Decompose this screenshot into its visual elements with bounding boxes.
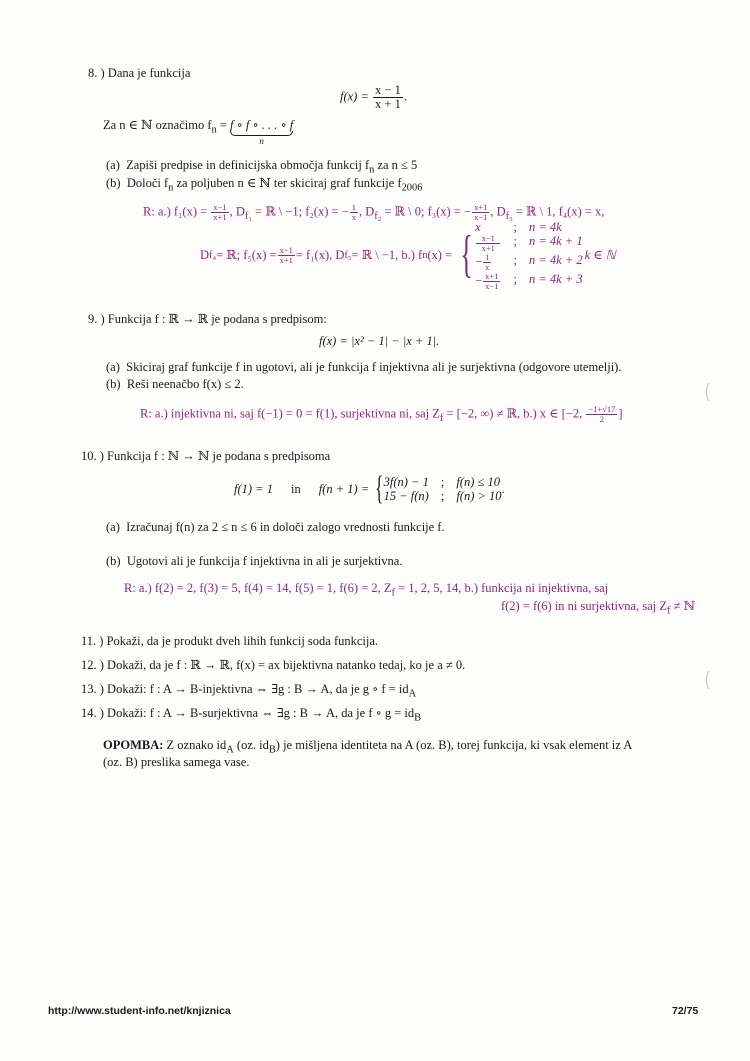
answer-text: = ℝ \ −1; f₂(x) = − <box>251 204 349 219</box>
denominator: x+1 <box>481 243 495 254</box>
problem-12 <box>81 657 465 673</box>
case-expr: x <box>475 220 481 234</box>
function-definition <box>340 84 407 111</box>
case-cond: f(n) > 10 <box>456 489 502 503</box>
answer-10-line2 <box>501 598 695 617</box>
case-expr <box>476 234 500 253</box>
sign: − <box>475 254 483 269</box>
piecewise-fn <box>371 472 504 506</box>
answer-text: (x) = <box>427 247 453 262</box>
numerator: x−1 <box>476 234 500 244</box>
note-text: ) je mišljena identiteta na A (oz. B), torej funkcija, ki vsak element iz A <box>275 738 633 752</box>
initial-value: f(1) = 1 <box>234 481 273 496</box>
scan-mark <box>706 380 721 404</box>
answer-text: = ℝ \ 1, f₄(x) = x, <box>512 204 605 219</box>
answer-8-line2 <box>200 220 616 291</box>
subscript: n <box>168 182 174 194</box>
task-text: Določi f <box>126 176 169 190</box>
case-cond: n = 4k + 2 <box>528 253 583 268</box>
answer-text: , D <box>358 204 375 219</box>
problem-number: 12. ) <box>81 658 104 672</box>
left-brace: { <box>375 470 384 507</box>
left-brace: { <box>460 226 473 284</box>
task-9a <box>106 360 621 375</box>
problem-intro: Funkcija f : ℕ → ℕ je podana s predpisoma <box>107 449 331 463</box>
case-sep: ; <box>513 253 517 268</box>
problem-text: Pokaži, da je produkt dveh lihih funkcij soda funkcija. <box>106 634 379 648</box>
problem-number: 8. ) <box>88 66 105 80</box>
subscript: f₅ <box>344 249 352 261</box>
subscript: A <box>226 744 234 756</box>
case-sep: ; <box>513 234 517 249</box>
denominator: x + 1 <box>375 97 401 112</box>
subscript: A <box>408 688 417 700</box>
subscript: B <box>268 744 276 756</box>
subscript: n <box>369 164 375 176</box>
case-expr <box>475 253 501 272</box>
problem-text: Dokaži: f : A → B-injektivna ⇔ ∃g : B → A, da je g ∘ f = id <box>107 682 409 696</box>
answer-text: , D <box>229 204 245 219</box>
numerator: x−1 <box>279 245 293 256</box>
fraction <box>586 405 617 424</box>
case-cond: n = 4k + 1 <box>528 234 583 249</box>
subscript: f₃ <box>505 210 513 222</box>
denominator: x−1 <box>474 211 488 222</box>
problem-8-header <box>88 66 190 81</box>
composition: f ∘ f ∘ . . . ∘ f <box>230 118 294 132</box>
problem-13 <box>81 681 416 700</box>
answer-text: D <box>200 247 210 262</box>
problem-intro: Dana je funkcija <box>107 66 191 80</box>
subscript: f₂ <box>374 210 382 222</box>
problem-intro: Funkcija f : ℝ → ℝ je podana s predpisom: <box>107 312 327 326</box>
recurrence-lhs: f(n + 1) = <box>318 481 370 496</box>
denominator: x+1 <box>279 254 293 265</box>
answer-text: = 1, 2, 5, 14, b.) funkcija ni injektivna, saj <box>394 581 609 595</box>
subscript: f <box>391 587 395 599</box>
answer-text: R: a.) f(2) = 2, f(3) = 5, f(4) = 14, f(5) = 1, f(6) = 2, Z <box>124 581 392 595</box>
answer-text: = ℝ \ −1, b.) f <box>351 248 423 263</box>
conjunction: in <box>290 481 301 496</box>
numerator: x+1 <box>485 271 499 282</box>
note-text: (oz. B) preslika samega vase. <box>103 755 250 769</box>
answer-text: R: a.) f₁(x) = <box>143 204 211 219</box>
case-sep: ; <box>440 474 445 489</box>
task-text: Zapiši predpise in definicijska območja funkcij f <box>126 158 370 172</box>
recurrence-definition <box>234 472 505 506</box>
task-10b <box>106 554 402 569</box>
subscript: 2006 <box>401 182 423 194</box>
answer-text: = ℝ \ 0; f₃(x) = − <box>381 204 472 219</box>
footer-url[interactable]: http://www.student-info.net/knjiznica <box>48 1005 231 1017</box>
case-sep: ; <box>440 489 445 503</box>
task-8a <box>106 158 417 176</box>
numerator: x − 1 <box>375 83 401 97</box>
composition-definition <box>103 117 293 146</box>
denominator: 2 <box>599 413 604 424</box>
function-definition <box>319 334 439 349</box>
period: . <box>403 89 407 104</box>
numerator: 1 <box>485 252 490 263</box>
task-text: za n ≤ 5 <box>374 158 418 172</box>
case-sep: ; <box>513 220 517 234</box>
task-text: Izračunaj f(n) za 2 ≤ n ≤ 6 in določi zalogo vrednosti funkcije f. <box>126 520 445 534</box>
underbrace <box>230 117 293 146</box>
problem-10-header <box>81 448 330 464</box>
task-text: Skiciraj graf funkcije f in ugotovi, ali je funkcija f injektivna ali je surjektivna (odgovore utemelji). <box>126 360 622 374</box>
answer-9 <box>140 405 623 424</box>
case-expr: 3f(n) − 1 <box>383 474 429 489</box>
scan-mark <box>706 668 721 692</box>
task-10a <box>106 520 445 535</box>
answer-text: = f₁(x), D <box>295 247 345 262</box>
task-8b <box>106 175 422 194</box>
formula: f(x) = |x² − 1| − |x + 1|. <box>319 334 440 348</box>
fraction <box>278 246 295 265</box>
problem-text: Dokaži, da je f : ℝ → ℝ, f(x) = ax bijektivna natanko tedaj, ko je a ≠ 0. <box>107 658 466 672</box>
problem-number: 14. ) <box>81 706 104 720</box>
problem-14 <box>81 705 421 724</box>
text: Za n ∈ ℕ označimo f <box>103 118 212 132</box>
brace-label: n <box>259 136 264 146</box>
period: . <box>501 481 505 496</box>
formula-lhs: f(x) = <box>340 89 369 104</box>
subscript: f <box>666 605 671 617</box>
note-text: (oz. id <box>233 738 269 752</box>
subscript: f₁ <box>244 210 252 222</box>
subscript: n <box>422 249 428 261</box>
note-text: Z oznako id <box>163 738 227 752</box>
case-sep: ; <box>513 272 517 287</box>
task-9b <box>106 377 244 392</box>
subscript: f₄ <box>209 249 217 261</box>
problem-number: 9. ) <box>88 312 105 326</box>
note-label: OPOMBA: <box>103 738 164 752</box>
piecewise-cases <box>475 220 583 291</box>
text: = <box>216 118 231 132</box>
answer-text: = [−2, ∞) ≠ ℝ, b.) x ∈ [−2, <box>443 406 586 421</box>
k-domain: k ∈ ℕ <box>584 248 616 263</box>
case-expr: 15 − f(n) <box>383 489 429 503</box>
fraction <box>483 272 500 291</box>
denominator: x <box>485 262 490 273</box>
answer-text: R: a.) injektivna ni, saj f(−1) = 0 = f(1), surjektivna ni, saj Z <box>140 406 440 421</box>
answer-text: ≠ ℕ <box>670 599 695 613</box>
denominator: x+1 <box>213 211 227 222</box>
fraction <box>373 84 403 111</box>
problem-text: Dokaži: f : A → B-surjektivna ⇔ ∃g : B → A, da je f ∘ g = id <box>107 706 415 720</box>
numerator: 1 <box>351 202 356 212</box>
numerator: x−1 <box>213 202 227 212</box>
denominator: x <box>351 211 356 222</box>
answer-text: , D <box>490 204 506 219</box>
note-line2 <box>103 755 249 770</box>
answer-text: = ℝ; f₅(x) = <box>216 248 277 263</box>
subscript: n <box>211 124 217 136</box>
problem-9-header <box>88 311 327 327</box>
problem-number: 10. ) <box>81 449 104 463</box>
task-label: (a) <box>106 520 120 534</box>
task-label: (a) <box>106 158 120 172</box>
task-label: (b) <box>106 554 121 568</box>
sign: − <box>475 273 483 288</box>
problem-number: 11. ) <box>81 634 104 648</box>
task-label: (a) <box>106 360 120 374</box>
page-number: 72/75 <box>672 1005 699 1017</box>
task-label: (b) <box>106 176 121 190</box>
case-expr <box>475 272 501 291</box>
case-cond: n = 4k + 3 <box>528 272 583 287</box>
fraction <box>483 253 491 272</box>
answer-text: f(2) = f(6) in ni surjektivna, saj Z <box>500 599 667 613</box>
numerator: x+1 <box>474 202 488 212</box>
subscript: f <box>439 412 444 424</box>
denominator: x−1 <box>485 280 499 291</box>
case-cond: n = 4k <box>528 220 562 234</box>
problem-11 <box>81 634 378 649</box>
note-line1 <box>103 738 632 756</box>
task-text: Ugotovi ali je funkcija f injektivna in ali je surjektivna. <box>126 554 403 568</box>
task-text: Reši neenačbo f(x) ≤ 2. <box>126 377 244 391</box>
answer-10-line1 <box>124 581 608 599</box>
problem-number: 13. ) <box>81 682 104 696</box>
task-text: za poljuben n ∈ ℕ ter skiciraj graf funkcije f <box>173 176 402 190</box>
subscript: B <box>414 712 422 724</box>
task-label: (b) <box>106 377 121 391</box>
numerator: −1+√17 <box>588 404 616 414</box>
piecewise-cases <box>384 475 502 504</box>
piecewise-fn <box>454 220 616 291</box>
answer-text: ] <box>618 406 623 421</box>
case-cond: f(n) ≤ 10 <box>456 474 500 489</box>
